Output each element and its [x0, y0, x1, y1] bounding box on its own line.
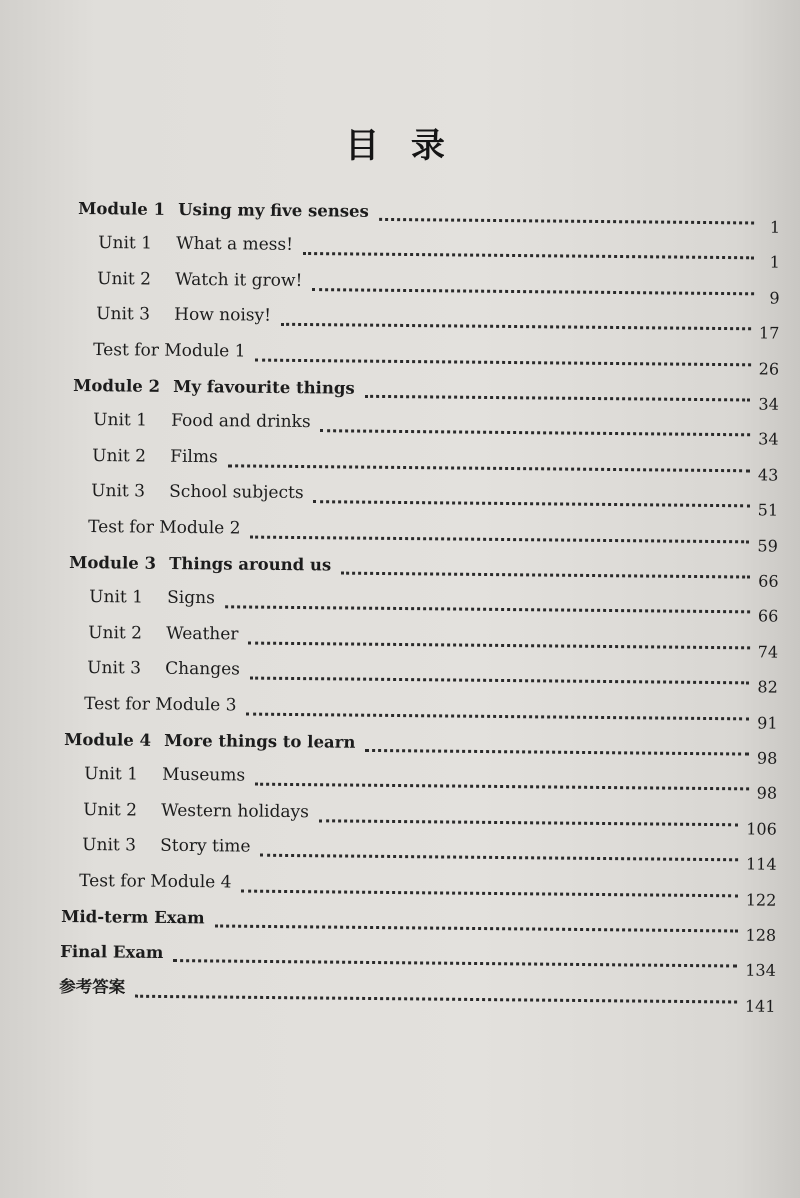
dot-leader [281, 323, 751, 331]
dot-leader [314, 500, 750, 507]
toc-entry-title: Museums [161, 765, 246, 786]
toc-entry [73, 373, 779, 414]
dot-leader [173, 959, 737, 967]
toc-entry [98, 231, 780, 272]
dot-leader [321, 430, 751, 437]
toc-entry-label [61, 907, 205, 939]
dot-leader [255, 783, 749, 791]
dot-leader [224, 606, 749, 614]
toc-entry-page-number: 26 [758, 358, 780, 379]
toc-entry-number: Unit 3 [96, 304, 151, 325]
toc-entry-number: Module 1 [78, 199, 166, 219]
dot-leader [312, 288, 753, 295]
dot-leader [248, 641, 749, 649]
toc-entry-title: Watch it grow! [175, 269, 303, 291]
toc-entry-label [82, 835, 251, 869]
toc-entry [78, 196, 780, 237]
dot-leader [303, 252, 754, 259]
toc-entry-page-number: 141 [745, 996, 776, 1016]
toc-entry [89, 585, 779, 626]
toc-entry-page-number: 134 [745, 960, 776, 981]
toc-entry-number: Unit 1 [93, 410, 148, 431]
toc-entry [83, 798, 777, 839]
toc-entry-page-number: 51 [758, 500, 779, 520]
toc-entry-number: Module 2 [73, 376, 161, 396]
toc-entry-page-number: 122 [745, 889, 777, 910]
toc-entry-title: Test for Module 1 [93, 339, 246, 362]
toc-entry-title: What a mess! [176, 234, 294, 256]
toc-entry-title: How noisy! [174, 304, 272, 326]
toc-entry-number: Module 4 [63, 730, 151, 750]
toc-entry-title: Weather [165, 623, 239, 645]
toc-entry-label [97, 269, 302, 303]
toc-entry-number: Unit 1 [88, 587, 143, 608]
toc-entry-label [93, 340, 246, 373]
toc-entry-number: Unit 1 [83, 764, 138, 785]
dot-leader [256, 358, 751, 366]
toc-entry [92, 444, 779, 485]
toc-entry-title: My favourite things [173, 376, 356, 398]
toc-entry-title: Test for Module 2 [88, 516, 242, 539]
toc-entry-page-number: 91 [756, 713, 778, 733]
toc-entry-page-number: 43 [758, 465, 779, 485]
toc-entry-label [64, 730, 355, 764]
toc-entry-page-number: 98 [756, 783, 777, 804]
toc-entry-label [98, 233, 293, 267]
dot-leader [241, 889, 737, 897]
toc-entry-label [78, 199, 369, 233]
toc-entry-page-number: 82 [757, 677, 778, 697]
toc-entry-title: Signs [166, 588, 215, 609]
toc-entry-number: Unit 2 [97, 268, 152, 290]
dot-leader [365, 395, 751, 402]
toc-entry-title: Using my five senses [178, 199, 369, 221]
toc-entry-number: Module 3 [68, 553, 156, 573]
toc-entry-page-number: 74 [757, 642, 778, 662]
toc-entry-label [69, 553, 331, 587]
toc-entry-page-number: 34 [758, 429, 779, 449]
toc-entry [79, 869, 777, 910]
toc-entry [84, 692, 778, 733]
toc-entry-title: Things around us [168, 553, 331, 575]
toc-entry-title: Western holidays [160, 800, 309, 822]
toc-entry-label [59, 973, 125, 1010]
toc-entry [96, 302, 780, 343]
toc-entry-page-number: 17 [759, 323, 780, 343]
toc-entry-number: Unit 2 [87, 622, 142, 644]
toc-entry-label [92, 446, 218, 479]
toc-entry-label [84, 764, 245, 798]
toc-entry-title: 参考答案 [59, 976, 126, 997]
dot-leader [249, 677, 749, 685]
dot-leader [251, 535, 750, 543]
toc-entry-label [88, 623, 239, 656]
toc-entry-title: Test for Module 3 [83, 693, 237, 716]
toc-entry [64, 727, 778, 768]
toc-entry-page-number: 66 [757, 606, 778, 627]
toc-entry-label [96, 304, 271, 338]
dot-leader [214, 924, 737, 932]
toc-entry-label [93, 410, 311, 444]
toc-entry-number: Unit 3 [82, 835, 136, 856]
toc-entry [61, 904, 776, 945]
toc-entry-title: School subjects [169, 481, 305, 504]
toc-entry-number: Unit 1 [98, 233, 153, 254]
toc-entry-title: Test for Module 4 [79, 870, 232, 893]
toc-entry-label [73, 376, 355, 410]
toc-entry-label [60, 942, 164, 974]
toc-entry-page-number: 114 [745, 854, 777, 874]
toc-entry-title: Story time [160, 835, 251, 857]
toc-entry-page-number: 66 [757, 571, 779, 591]
toc-entry [87, 656, 778, 697]
toc-entry [82, 833, 777, 874]
dot-leader [135, 995, 737, 1004]
toc-entry-page-number: 1 [769, 252, 780, 272]
dot-leader [365, 749, 749, 756]
toc-entry-title: Films [170, 446, 219, 468]
toc-entry-label [79, 871, 232, 904]
toc-entry-label [88, 517, 241, 550]
toc-entry-page-number: 59 [757, 536, 779, 556]
toc-entry [59, 975, 776, 1016]
toc-entry-number: Unit 3 [91, 481, 146, 502]
toc-entry-label [91, 481, 304, 515]
toc-entry-title: Changes [164, 658, 240, 680]
dot-leader [246, 712, 749, 720]
toc-entry [88, 515, 778, 556]
toc-entry-page-number: 1 [769, 217, 781, 237]
toc-entry [93, 408, 779, 449]
toc-entry-number: Unit 2 [82, 799, 137, 821]
toc-entry [84, 762, 777, 803]
page-title: 目 录 [345, 126, 455, 166]
toc-entry-label [83, 800, 309, 834]
toc-entry [69, 550, 779, 591]
dot-leader [341, 572, 750, 579]
toc-entry [93, 338, 779, 379]
toc-entry [60, 939, 776, 980]
dot-leader [319, 819, 739, 826]
toc-entry-label [84, 694, 237, 727]
toc-entry [91, 479, 778, 520]
toc-entry-title: Mid-term Exam [61, 907, 205, 928]
toc-entry-number: Unit 2 [92, 445, 147, 467]
toc-entry-title: More things to learn [163, 730, 356, 752]
dot-leader [379, 218, 754, 225]
toc-entry-label [89, 587, 215, 620]
toc-entry-label [87, 658, 240, 691]
toc-entry-number: Unit 3 [86, 658, 141, 679]
dot-leader [228, 464, 750, 472]
dot-leader [260, 854, 738, 862]
toc-entry-title: Final Exam [60, 942, 164, 963]
toc-entry [97, 267, 780, 308]
toc-entry-page-number: 106 [746, 819, 777, 839]
toc-entry-page-number: 34 [758, 394, 780, 414]
toc-entry-page-number: 9 [769, 288, 780, 308]
toc-entry-title: Food and drinks [171, 411, 312, 433]
toc-entry [88, 621, 778, 662]
toc-entry-page-number: 128 [745, 925, 777, 945]
toc-entry-page-number: 98 [756, 748, 778, 768]
